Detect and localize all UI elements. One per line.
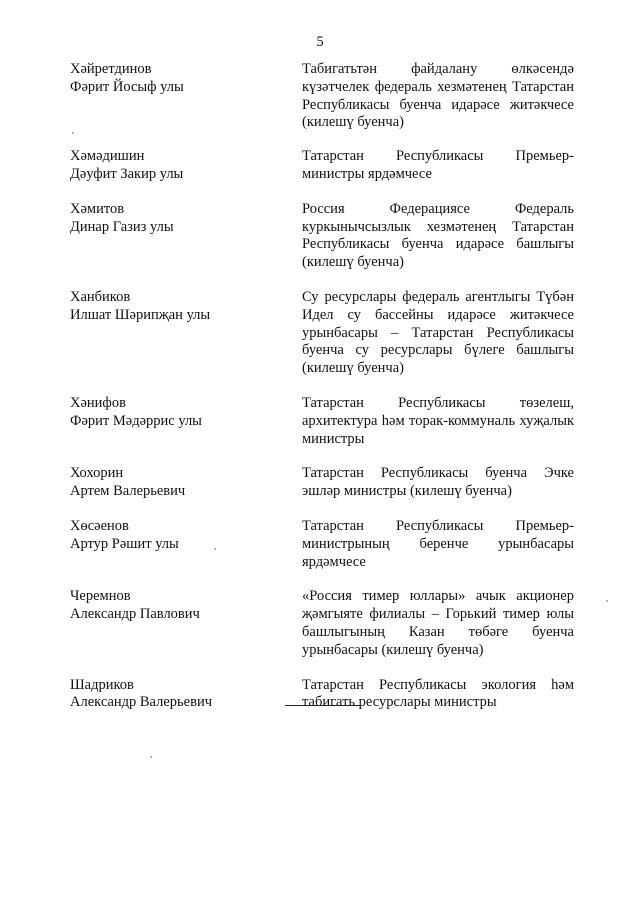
- member-entry: [70, 518, 574, 571]
- member-given-name: Фәрит Йосыф улы: [70, 78, 184, 95]
- member-name: [70, 588, 302, 659]
- member-entry: [70, 201, 574, 272]
- member-position: Татарстан Республикасы Премьер-министрының беренче урынбасары ярдәмчесе: [302, 517, 574, 570]
- member-entry: [70, 61, 574, 132]
- member-given-name: Александр Павлович: [70, 606, 200, 623]
- member-name: [70, 518, 302, 571]
- member-entry: [70, 465, 574, 501]
- member-entry: [70, 395, 574, 448]
- member-position: Табигатьтән файдалану өлкәсендә күзәтчелек федераль хезмәтенең Татарстан Республикасы буенча идарәсе житәкчесе (килешү буенча): [302, 61, 574, 131]
- member-surname: Хәйретдинов: [70, 61, 152, 77]
- member-position: Россия Федерациясе Федераль куркынычсызлык хезмәтенең Татарстан Республикасы буенча идарәсе башлыгы (килешү буенча): [302, 200, 574, 271]
- member-surname: Черемнов: [70, 588, 131, 605]
- member-position: Татарстан Республикасы төзелеш, архитектура һәм торак-коммуналь хуҗалык министры: [302, 394, 574, 447]
- member-given-name: Дәуфит Закир улы: [70, 165, 184, 182]
- member-surname: Шадриков: [70, 676, 134, 693]
- member-given-name: Илшат Шәрипҗан улы: [70, 306, 211, 323]
- member-entry: [70, 588, 574, 659]
- member-given-name: Александр Валерьевич: [70, 694, 212, 711]
- member-position: «Россия тимер юллары» ачык акционер җәмгыяте филиалы – Горький тимер юлы башлыгының Казан төбәге буенча урынбасары (килешү буенча): [302, 588, 574, 658]
- member-entry: [70, 677, 574, 713]
- page-number: 5: [316, 34, 324, 50]
- member-name: [70, 148, 302, 184]
- scan-speck: [150, 756, 152, 758]
- scan-speck: [214, 548, 216, 550]
- scan-speck: [606, 600, 608, 602]
- member-name: [70, 61, 302, 132]
- member-position: Су ресурслары федераль агентлыгы Түбән Идел су бассейны идарәсе житәкчесе урынбасары – Татарстан Республикасы буенча су ресурслары бүлеге башлыгы (килешү буенча): [302, 288, 574, 377]
- member-given-name: Фәрит Мәдәррис улы: [70, 412, 202, 429]
- member-entry: [70, 148, 574, 184]
- member-entry: [70, 289, 574, 378]
- member-given-name: Динар Газиз улы: [70, 218, 174, 235]
- member-surname: Хохорин: [70, 465, 124, 482]
- member-name: [70, 677, 302, 713]
- member-surname: Хәнифов: [70, 394, 126, 411]
- member-position: Татарстан Республикасы экология һәм табигать ресурслары министры: [302, 676, 574, 711]
- scan-speck: [72, 132, 74, 134]
- member-position: Татарстан Республикасы буенча Эчке эшләр министры (килешү буенча): [302, 465, 574, 500]
- end-divider-line: [285, 705, 361, 706]
- member-surname: Хөсәенов: [70, 517, 129, 534]
- member-given-name: Артем Валерьевич: [70, 483, 186, 500]
- member-name: [70, 395, 302, 448]
- member-surname: Хәмитов: [70, 200, 125, 217]
- member-list: [70, 61, 574, 712]
- member-position: Татарстан Республикасы Премьер-министры ярдәмчесе: [302, 148, 574, 182]
- member-name: [70, 289, 302, 378]
- member-given-name: Артур Рәшит улы: [70, 535, 179, 552]
- member-surname: Ханбиков: [70, 288, 131, 305]
- member-name: [70, 201, 302, 272]
- member-name: [70, 465, 302, 501]
- member-surname: Хәмәдишин: [70, 148, 145, 165]
